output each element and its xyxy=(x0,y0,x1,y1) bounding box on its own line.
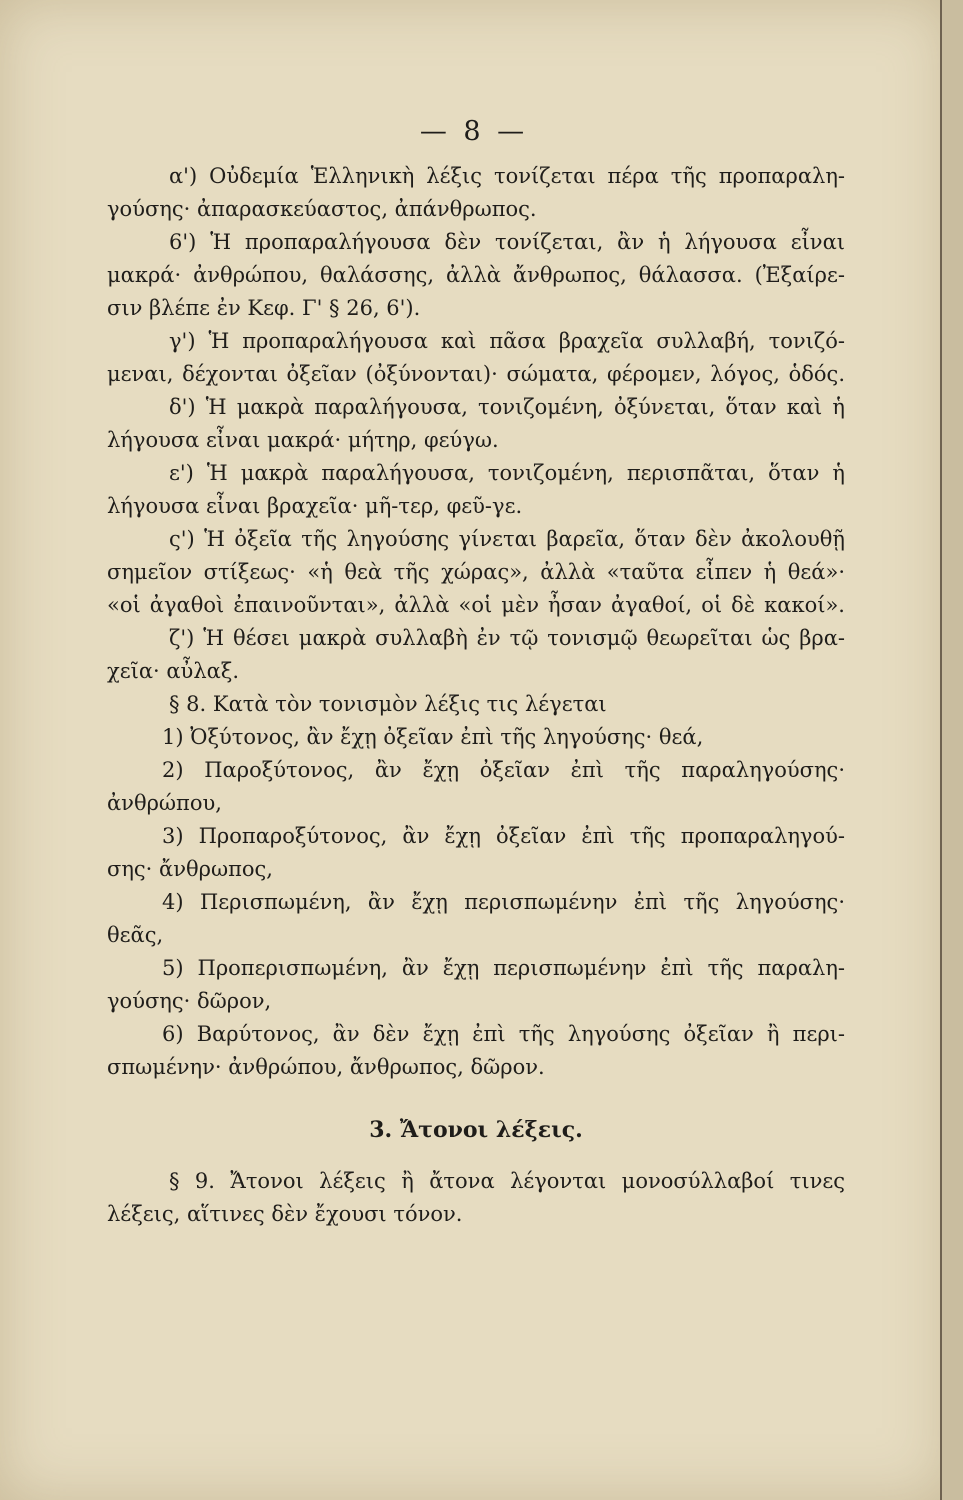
text-line: § 8. Κατὰ τὸν τονισμὸν λέξις τις λέγεται xyxy=(169,692,607,716)
next-page-edge xyxy=(940,0,963,1500)
text-line: ε') Ἡ μακρὰ παραλήγουσα, τονιζομένη, περισπᾶται, ὅταν ἡ xyxy=(169,461,845,485)
text-line: θεᾶς, xyxy=(107,923,164,947)
text-line: ς') Ἡ ὀξεῖα τῆς ληγούσης γίνεται βαρεῖα, ὅταν δὲν ἀκολουθῇ xyxy=(169,527,845,551)
text-line: σιν βλέπε ἐν Κεφ. Γ' § 26, 6'). xyxy=(107,296,421,320)
text-line: α') Οὐδεμία Ἑλληνικὴ λέξις τονίζεται πέρα τῆς προπαραλη- xyxy=(169,164,845,188)
text-line: ζ') Ἡ θέσει μακρὰ συλλαβὴ ἐν τῷ τονισμῷ θεωρεῖται ὡς βρα- xyxy=(169,626,845,650)
text-line: § 9. Ἄτονοι λέξεις ἢ ἄτονα λέγονται μονοσύλλαβοί τινες xyxy=(169,1169,845,1193)
text-line: 6) Βαρύτονος, ἂν δὲν ἔχῃ ἐπὶ τῆς ληγούσης ὀξεῖαν ἢ περι- xyxy=(162,1022,845,1046)
text-line: μεναι, δέχονται ὀξεῖαν (ὀξύνονται)· σώματα, φέρομεν, λόγος, ὁδός. xyxy=(107,362,845,386)
section-heading: 3. Ἄτονοι λέξεις. xyxy=(369,1117,583,1143)
text-line: μακρά· ἀνθρώπου, θαλάσσης, ἀλλὰ ἄνθρωπος, θάλασσα. (Ἐξαίρε- xyxy=(107,263,845,287)
text-line: χεῖα· αὖλαξ. xyxy=(107,659,240,683)
text-line: 3) Προπαροξύτονος, ἂν ἔχῃ ὀξεῖαν ἐπὶ τῆς προπαραληγού- xyxy=(162,824,845,848)
text-line: σπωμένην· ἀνθρώπου, ἄνθρωπος, δῶρον. xyxy=(107,1055,545,1079)
text-line: σης· ἄνθρωπος, xyxy=(107,857,273,881)
text-line: ἀνθρώπου, xyxy=(107,791,222,815)
text-line: λέξεις, αἵτινες δὲν ἔχουσι τόνον. xyxy=(107,1202,463,1226)
text-line: 6') Ἡ προπαραλήγουσα δὲν τονίζεται, ἂν ἡ λήγουσα εἶναι xyxy=(169,230,845,254)
page-number: — 8 — xyxy=(419,116,529,147)
text-line: λήγουσα εἶναι μακρά· μήτηρ, φεύγω. xyxy=(107,428,499,452)
page-body xyxy=(107,160,845,1231)
text-line: σημεῖον στίξεως· «ἡ θεὰ τῆς χώρας», ἀλλὰ «ταῦτα εἶπεν ἡ θεά»· xyxy=(107,560,845,584)
text-line: γούσης· ἀπαρασκεύαστος, ἀπάνθρωπος. xyxy=(107,197,537,221)
text-line: 5) Προπερισπωμένη, ἂν ἔχῃ περισπωμένην ἐπὶ τῆς παραλη- xyxy=(162,956,845,980)
text-line: 4) Περισπωμένη, ἂν ἔχῃ περισπωμένην ἐπὶ τῆς ληγούσης· xyxy=(162,890,845,914)
text-line: γούσης· δῶρον, xyxy=(107,989,272,1013)
text-line: 2) Παροξύτονος, ἂν ἔχῃ ὀξεῖαν ἐπὶ τῆς παραληγούσης· xyxy=(162,758,845,782)
rules-section xyxy=(107,160,845,1084)
text-line: δ') Ἡ μακρὰ παραλήγουσα, τονιζομένη, ὀξύνεται, ὅταν καὶ ἡ xyxy=(169,395,845,419)
text-line: «οἱ ἀγαθοὶ ἐπαινοῦνται», ἀλλὰ «οἱ μὲν ἦσαν ἀγαθοί, οἱ δὲ κακοί». xyxy=(107,593,845,617)
text-line: γ') Ἡ προπαραλήγουσα καὶ πᾶσα βραχεῖα συλλαβή, τονιζό- xyxy=(169,329,845,353)
closing-paragraph xyxy=(107,1165,845,1231)
text-line: 1) Ὀξύτονος, ἂν ἔχῃ ὀξεῖαν ἐπὶ τῆς ληγούσης· θεά, xyxy=(162,725,704,749)
text-line: λήγουσα εἶναι βραχεῖα· μῆ-τερ, φεῦ-γε. xyxy=(107,494,523,518)
